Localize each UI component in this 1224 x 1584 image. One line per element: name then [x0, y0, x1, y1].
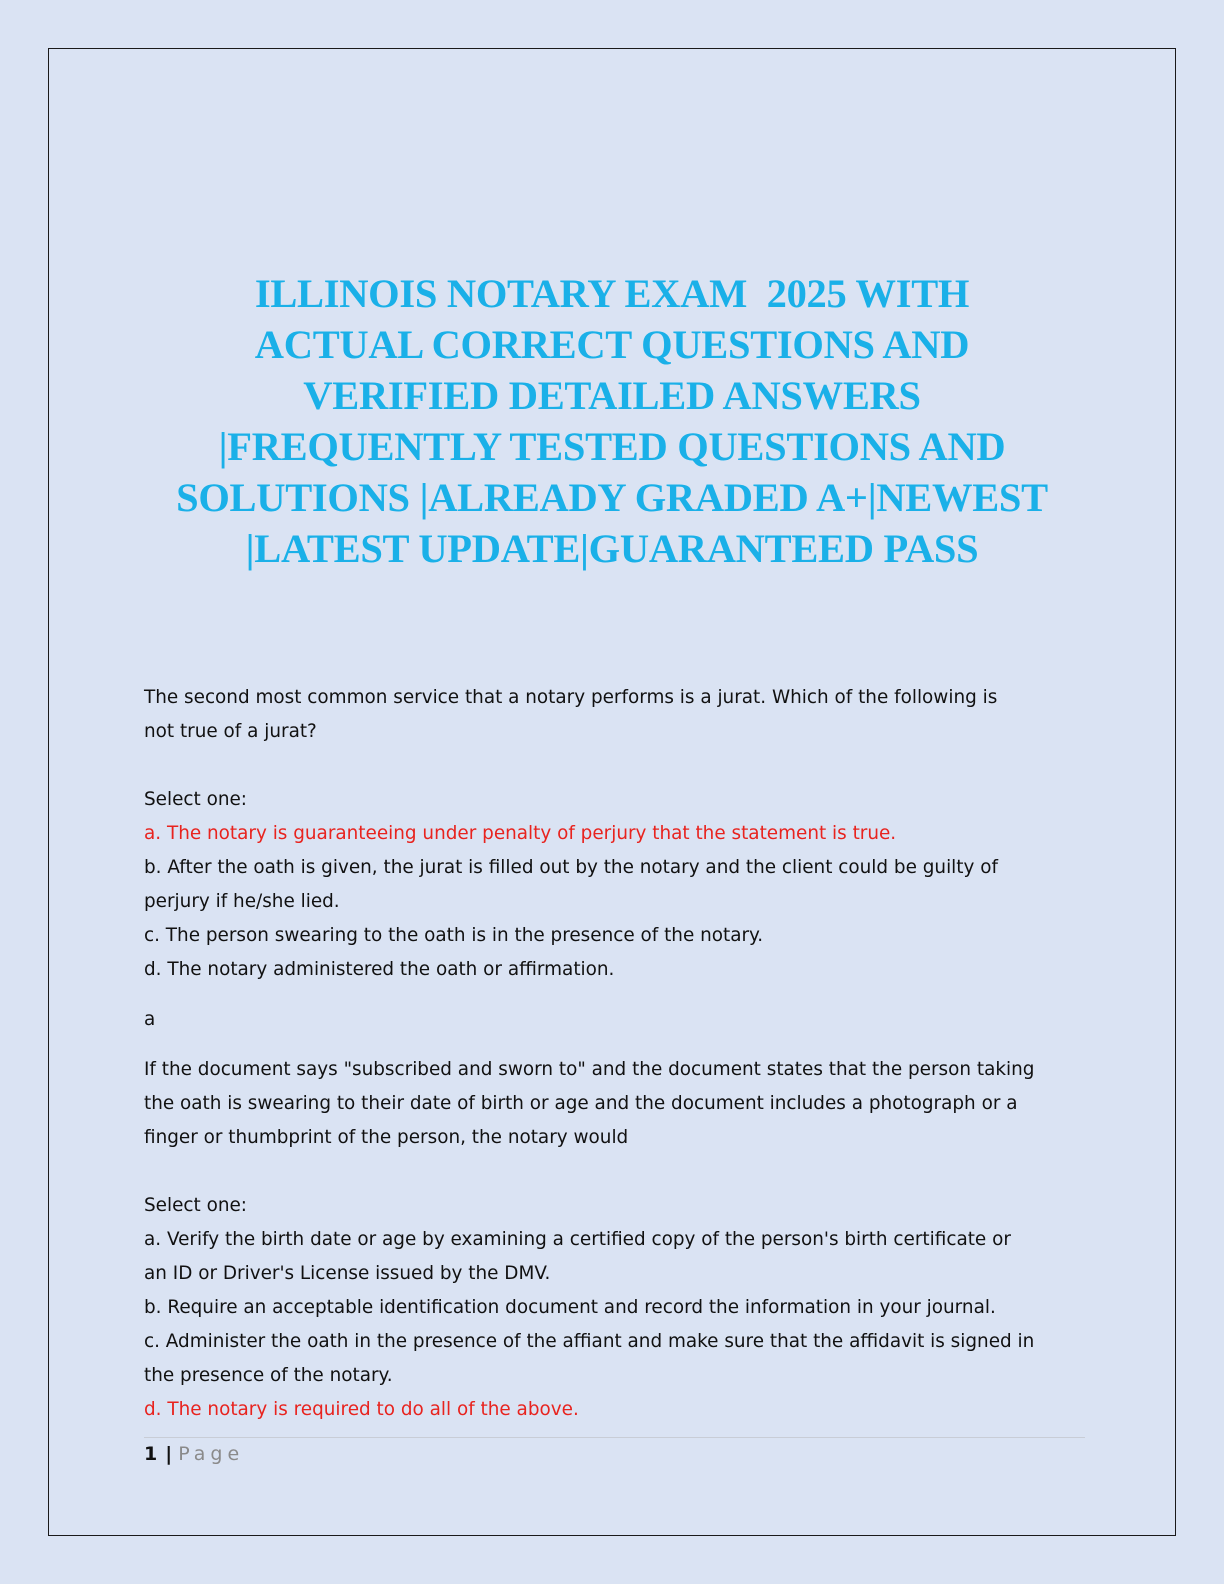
document-title [100, 268, 1124, 574]
footer-divider [144, 1437, 1085, 1438]
page-number: 1 [144, 1443, 158, 1465]
question-prompt-line: not true of a jurat? [144, 721, 317, 742]
option-d-correct: d. The notary is required to do all of the above. [144, 1399, 579, 1420]
option-a-correct: a. The notary is guaranteeing under penalty of perjury that the statement is true. [144, 823, 897, 844]
question-prompt-line: finger or thumbprint of the person, the notary would [144, 1127, 629, 1148]
footer-separator: | [165, 1443, 173, 1465]
question-2 [144, 1053, 1084, 1427]
select-one-label: Select one: [144, 789, 247, 810]
page-label: Page [178, 1443, 245, 1465]
question-prompt-line: If the document says "subscribed and sworn to" and the document states that the person taking [144, 1059, 1035, 1080]
document-body [144, 681, 1084, 1427]
page-footer [144, 1442, 244, 1466]
title-line: SOLUTIONS |ALREADY GRADED A+|NEWEST [176, 475, 1048, 520]
title-line: VERIFIED DETAILED ANSWERS [303, 373, 921, 418]
title-line: ACTUAL CORRECT QUESTIONS AND [254, 322, 970, 367]
select-one-label: Select one: [144, 1195, 247, 1216]
option-b: b. After the oath is given, the jurat is filled out by the notary and the client could be guilty of [144, 857, 998, 878]
answer-key: a [144, 1009, 156, 1030]
option-b-continued: perjury if he/she lied. [144, 891, 340, 912]
option-c: c. The person swearing to the oath is in the presence of the notary. [144, 925, 764, 946]
option-c-continued: the presence of the notary. [144, 1365, 393, 1386]
question-1 [144, 681, 1084, 1053]
option-c: c. Administer the oath in the presence of the affiant and make sure that the affidavit is signed in [144, 1331, 1035, 1352]
title-line: |LATEST UPDATE|GUARANTEED PASS [245, 526, 979, 571]
title-line: ILLINOIS NOTARY EXAM 2025 WITH [254, 271, 970, 316]
question-prompt-line: The second most common service that a notary performs is a jurat. Which of the following is [144, 687, 998, 708]
option-b: b. Require an acceptable identification document and record the information in your journal. [144, 1297, 996, 1318]
option-d: d. The notary administered the oath or affirmation. [144, 959, 615, 980]
option-a-continued: an ID or Driver's License issued by the DMV. [144, 1263, 551, 1284]
title-line: |FREQUENTLY TESTED QUESTIONS AND [218, 424, 1006, 469]
question-prompt-line: the oath is swearing to their date of birth or age and the document includes a photograph or a [144, 1093, 1018, 1114]
option-a: a. Verify the birth date or age by examining a certified copy of the person's birth certificate or [144, 1229, 1011, 1250]
